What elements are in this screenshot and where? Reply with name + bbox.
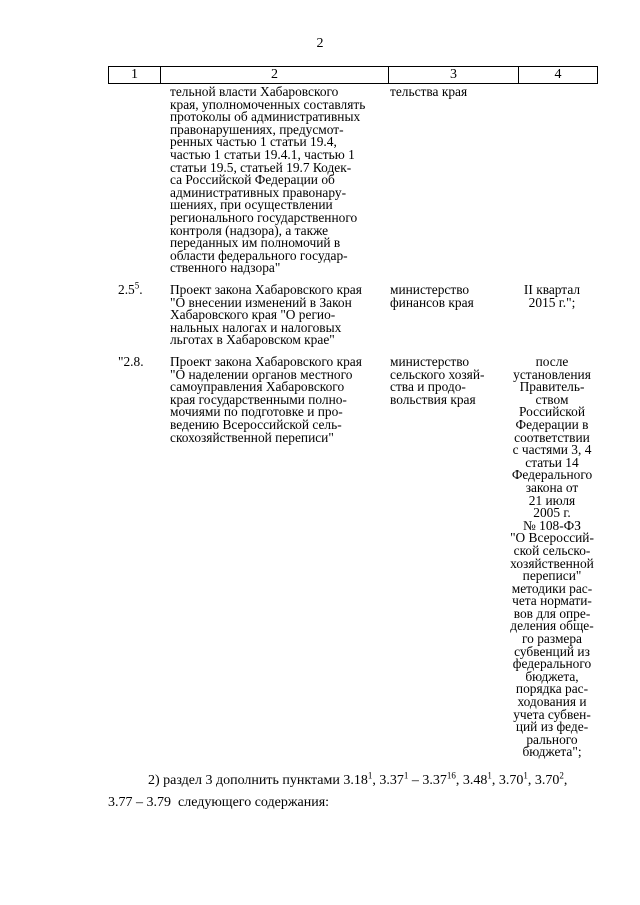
para-sup-1: 1	[367, 770, 373, 781]
para-sup-2: 1	[403, 770, 409, 781]
amendment-paragraph-line-1	[148, 772, 567, 790]
row-number-2-5-5	[118, 280, 143, 297]
row-name-2-8: Проект закона Хабаровского края "О наделении органов местного самоуправления Хабаровского края государственными полно- мочиями по подготовке и про- ведению Всероссийской сель- скохозяйственной переписи"	[170, 354, 362, 445]
para-text-4: , 3.48	[455, 773, 488, 788]
column-header-2: 2	[161, 67, 389, 83]
para-sup-4: 1	[487, 770, 492, 781]
row-term-2-5-5: II квартал 2015 г.";	[523, 282, 581, 310]
amendment-paragraph-line-2: 3.77 – 3.79 следующего содержания:	[108, 795, 330, 810]
continuation-item-name: тельной власти Хабаровского края, уполномоченных составлять протоколы об административных правонарушениях, предусмот- ренных частью 1 статьи 19.4, частью 1 статьи 19.4.1, частью 1 статьи 19.5, статьей 19.7 Кодек- са Российской Федерации об административных правонару- шениях, при осуществлении регионального государственного контроля (надзора), а также переданных им полномочий в области федерального государ- ственного надзора"	[170, 84, 366, 276]
column-header-1: 1	[109, 67, 161, 83]
para-sup-5: 1	[523, 770, 528, 781]
para-sup-3: 16	[446, 770, 456, 781]
row-term-2-8: после установления Правитель- ством Российской Федерации в соответствии с частями 3, 4 статьи 14 Федерального закона от 21 июля 2005 г. № 108-ФЗ "О Всероссий- ской сельско- хозяйственной переписи" методики рас- чета нормати- вов для опре- деления обще- го размера субвенций из федерального бюджета, порядка рас- ходования и учета субвен- ций из феде- рального бюджета";	[510, 354, 594, 760]
para-text-2: , 3.37	[372, 773, 404, 788]
page-number: 2	[316, 36, 324, 51]
para-sup-6: 2	[559, 770, 564, 781]
row-number-suffix: .	[139, 282, 143, 297]
column-header-3: 3	[389, 67, 519, 83]
row-name-2-5-5: Проект закона Хабаровского края "О внесении изменений в Закон Хабаровского края "О регио- нальных налогах и налоговых льготах в Хабаровском крае"	[170, 282, 362, 348]
column-header-4: 4	[554, 67, 562, 82]
para-text-3: – 3.37	[408, 773, 447, 788]
row-number-2-8: "2.8.	[118, 354, 144, 369]
row-number-superscript: 5	[134, 280, 140, 291]
para-text-6: , 3.70	[527, 773, 560, 788]
para-text-7: ,	[563, 773, 568, 788]
table-header-row	[108, 66, 598, 84]
para-text-5: , 3.70	[491, 773, 524, 788]
continuation-executor: тельства края	[390, 84, 468, 99]
row-executor-2-5-5: министерство финансов края	[390, 282, 474, 310]
para-text-1: 2) раздел 3 дополнить пунктами 3.18	[148, 773, 368, 788]
row-number-main: 2.5	[118, 282, 135, 297]
row-executor-2-8: министерство сельского хозяй- ства и продо- вольствия края	[390, 354, 485, 407]
